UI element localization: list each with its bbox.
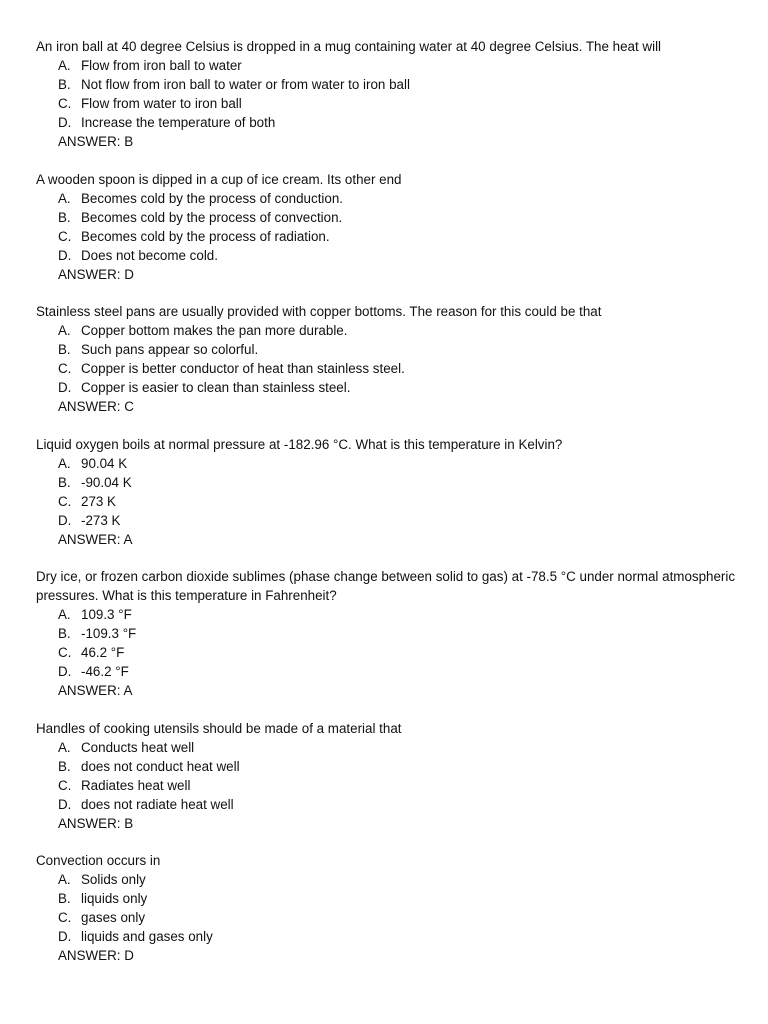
question-text: Convection occurs in xyxy=(36,853,161,868)
option-text: Such pans appear so colorful. xyxy=(81,342,259,357)
option-letter: D. xyxy=(58,513,72,528)
option-item xyxy=(36,94,736,113)
option-item xyxy=(36,378,736,397)
option-item xyxy=(36,492,736,511)
option-text: -273 K xyxy=(81,513,121,528)
option-letter: B. xyxy=(58,891,71,906)
option-letter: C. xyxy=(58,910,72,925)
answer-line: ANSWER: D xyxy=(58,948,134,963)
question-block-4 xyxy=(36,435,736,549)
answer-line: ANSWER: A xyxy=(58,532,133,547)
question-text: A wooden spoon is dipped in a cup of ice cream. Its other end xyxy=(36,172,402,187)
option-text: -109.3 °F xyxy=(81,626,137,641)
option-letter: C. xyxy=(58,778,72,793)
option-text: gases only xyxy=(81,910,146,925)
option-letter: D. xyxy=(58,115,72,130)
option-text: 109.3 °F xyxy=(81,607,132,622)
option-text: -90.04 K xyxy=(81,475,132,490)
question-block-5 xyxy=(36,567,736,700)
option-letter: C. xyxy=(58,494,72,509)
option-text: 273 K xyxy=(81,494,116,509)
option-letter: A. xyxy=(58,456,71,471)
option-letter: A. xyxy=(58,191,71,206)
option-item xyxy=(36,75,736,94)
option-item xyxy=(36,56,736,75)
option-list xyxy=(36,605,736,681)
answer-line: ANSWER: B xyxy=(58,134,134,149)
question-block-7 xyxy=(36,851,736,965)
option-list xyxy=(36,56,736,132)
option-item xyxy=(36,757,736,776)
answer-line: ANSWER: B xyxy=(58,816,134,831)
option-letter: D. xyxy=(58,664,72,679)
option-item xyxy=(36,208,736,227)
option-list xyxy=(36,870,736,946)
option-text: Conducts heat well xyxy=(81,740,195,755)
option-text: 90.04 K xyxy=(81,456,128,471)
option-text: Flow from iron ball to water xyxy=(81,58,242,73)
option-text: Becomes cold by the process of convection. xyxy=(81,210,343,225)
option-text: 46.2 °F xyxy=(81,645,125,660)
option-text: does not radiate heat well xyxy=(81,797,234,812)
option-item xyxy=(36,113,736,132)
option-item xyxy=(36,624,736,643)
option-text: Not flow from iron ball to water or from water to iron ball xyxy=(81,77,410,92)
option-text: Flow from water to iron ball xyxy=(81,96,242,111)
option-item xyxy=(36,321,736,340)
option-item xyxy=(36,246,736,265)
option-item xyxy=(36,454,736,473)
option-letter: B. xyxy=(58,342,71,357)
option-letter: D. xyxy=(58,380,72,395)
option-text: liquids only xyxy=(81,891,148,906)
option-item xyxy=(36,908,736,927)
option-letter: D. xyxy=(58,797,72,812)
question-block-3 xyxy=(36,302,736,416)
option-text: Radiates heat well xyxy=(81,778,191,793)
option-item xyxy=(36,340,736,359)
question-text: Stainless steel pans are usually provided with copper bottoms. The reason for this could be that xyxy=(36,304,602,319)
option-item xyxy=(36,662,736,681)
option-letter: A. xyxy=(58,58,71,73)
answer-line: ANSWER: A xyxy=(58,683,133,698)
option-item xyxy=(36,473,736,492)
option-letter: C. xyxy=(58,96,72,111)
option-list xyxy=(36,321,736,397)
option-text: Does not become cold. xyxy=(81,248,218,263)
option-list xyxy=(36,189,736,265)
option-item xyxy=(36,227,736,246)
question-block-1 xyxy=(36,37,736,151)
question-text: Liquid oxygen boils at normal pressure at -182.96 °C. What is this temperature in Kelvin? xyxy=(36,437,563,452)
option-item xyxy=(36,511,736,530)
option-letter: B. xyxy=(58,759,71,774)
answer-line: ANSWER: D xyxy=(58,267,134,282)
option-letter: D. xyxy=(58,929,72,944)
option-letter: C. xyxy=(58,361,72,376)
option-letter: B. xyxy=(58,210,71,225)
option-letter: B. xyxy=(58,626,71,641)
option-item xyxy=(36,643,736,662)
option-list xyxy=(36,454,736,530)
option-text: does not conduct heat well xyxy=(81,759,240,774)
option-text: -46.2 °F xyxy=(81,664,129,679)
option-letter: A. xyxy=(58,872,71,887)
option-item xyxy=(36,189,736,208)
option-text: Copper bottom makes the pan more durable. xyxy=(81,323,348,338)
option-item xyxy=(36,359,736,378)
question-text: Handles of cooking utensils should be made of a material that xyxy=(36,721,402,736)
option-text: Copper is easier to clean than stainless steel. xyxy=(81,380,351,395)
option-letter: C. xyxy=(58,645,72,660)
option-item xyxy=(36,738,736,757)
option-text: Solids only xyxy=(81,872,146,887)
option-item xyxy=(36,870,736,889)
option-letter: B. xyxy=(58,77,71,92)
option-item xyxy=(36,795,736,814)
option-text: Becomes cold by the process of conduction. xyxy=(81,191,344,206)
option-letter: B. xyxy=(58,475,71,490)
answer-line: ANSWER: C xyxy=(58,399,134,414)
option-item xyxy=(36,889,736,908)
option-letter: A. xyxy=(58,323,71,338)
question-block-2 xyxy=(36,170,736,284)
option-letter: A. xyxy=(58,740,71,755)
option-letter: A. xyxy=(58,607,71,622)
option-item xyxy=(36,605,736,624)
option-list xyxy=(36,738,736,814)
option-text: Copper is better conductor of heat than stainless steel. xyxy=(81,361,405,376)
option-item xyxy=(36,927,736,946)
question-text: An iron ball at 40 degree Celsius is dropped in a mug containing water at 40 degree Celsius. The heat will xyxy=(36,39,662,54)
question-text: Dry ice, or frozen carbon dioxide sublimes (phase change between solid to gas) at -78.5 °C under normal atmospheric pressures. What is this temperature in Fahrenheit? xyxy=(36,569,736,603)
option-letter: C. xyxy=(58,229,72,244)
question-block-6 xyxy=(36,719,736,833)
option-text: liquids and gases only xyxy=(81,929,213,944)
option-letter: D. xyxy=(58,248,72,263)
option-text: Increase the temperature of both xyxy=(81,115,276,130)
option-item xyxy=(36,776,736,795)
option-text: Becomes cold by the process of radiation. xyxy=(81,229,330,244)
